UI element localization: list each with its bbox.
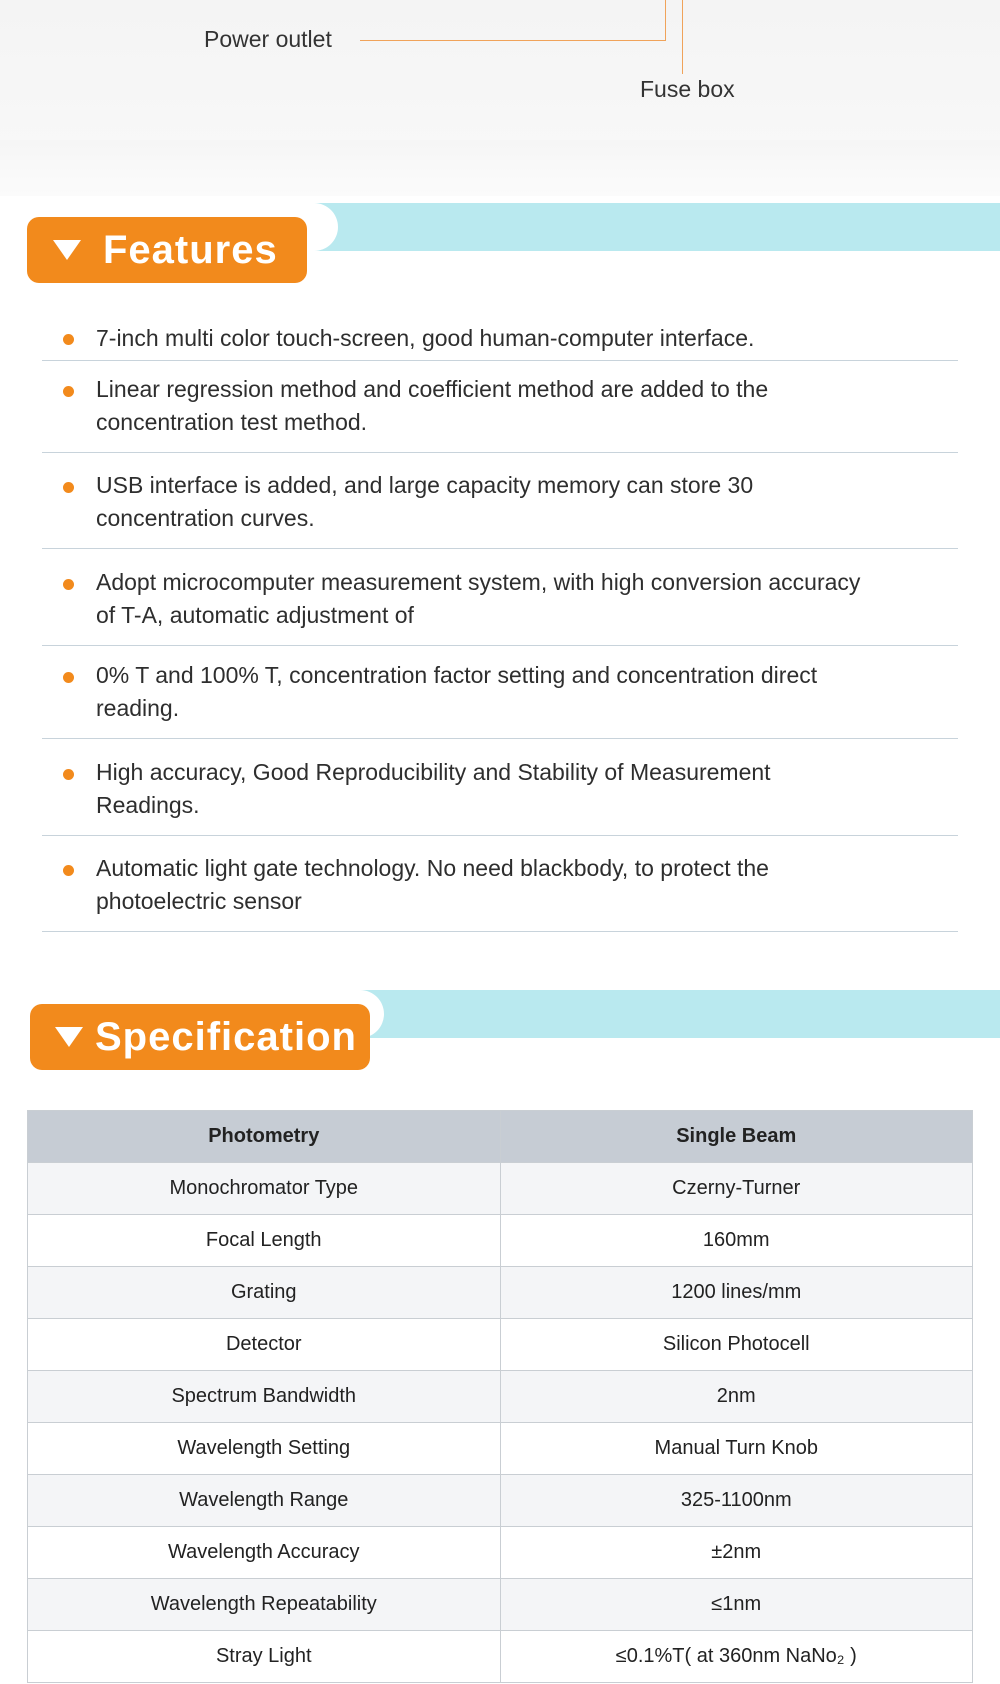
specification-title: Specification xyxy=(95,1014,357,1059)
features-title: Features xyxy=(103,227,278,272)
table-row xyxy=(28,1267,973,1319)
table-cell: Silicon Photocell xyxy=(500,1319,973,1371)
feature-text-line: USB interface is added, and large capacity memory can store 30 xyxy=(96,472,754,498)
feature-item xyxy=(42,361,958,453)
bullet-icon xyxy=(63,386,74,397)
table-row xyxy=(28,1423,973,1475)
table-row xyxy=(28,1579,973,1631)
table-cell: Wavelength Range xyxy=(28,1475,501,1527)
table-cell: 1200 lines/mm xyxy=(500,1267,973,1319)
bullet-icon xyxy=(63,672,74,683)
bullet-icon xyxy=(63,579,74,590)
table-cell: ≤0.1%T( at 360nm NaNo₂ ) xyxy=(500,1631,973,1683)
triangle-down-icon xyxy=(53,240,81,260)
table-cell: Grating xyxy=(28,1267,501,1319)
table-row xyxy=(28,1371,973,1423)
feature-text-line: Adopt microcomputer measurement system, with high conversion accuracy xyxy=(96,569,861,595)
table-cell: ±2nm xyxy=(500,1527,973,1579)
product-diagram-area xyxy=(0,0,1000,196)
table-header-row xyxy=(28,1111,973,1163)
table-cell: Wavelength Repeatability xyxy=(28,1579,501,1631)
table-cell: Manual Turn Knob xyxy=(500,1423,973,1475)
bullet-icon xyxy=(63,769,74,780)
fuse-box-label: Fuse box xyxy=(640,76,735,102)
table-cell: Wavelength Accuracy xyxy=(28,1527,501,1579)
power-outlet-leader-vertical xyxy=(665,0,666,41)
feature-text-line: 0% T and 100% T, concentration factor setting and concentration direct xyxy=(96,662,818,688)
table-row xyxy=(28,1319,973,1371)
diagram-fade xyxy=(0,140,1000,196)
triangle-down-icon xyxy=(55,1027,83,1047)
table-cell: Stray Light xyxy=(28,1631,501,1683)
features-heading xyxy=(27,217,307,283)
feature-text-line: concentration curves. xyxy=(96,505,315,531)
feature-item xyxy=(42,836,958,932)
table-row xyxy=(28,1631,973,1683)
features-list xyxy=(42,312,958,932)
feature-text-line: Automatic light gate technology. No need blackbody, to protect the xyxy=(96,855,769,881)
feature-text-line: High accuracy, Good Reproducibility and Stability of Measurement xyxy=(96,759,771,785)
feature-text-line: 7-inch multi color touch-screen, good human-computer interface. xyxy=(96,325,755,351)
feature-text-line: concentration test method. xyxy=(96,409,368,435)
specification-heading xyxy=(30,1004,370,1070)
feature-text-line: of T-A, automatic adjustment of xyxy=(96,602,414,628)
power-outlet-label: Power outlet xyxy=(204,26,332,52)
table-header-cell: Single Beam xyxy=(500,1111,973,1163)
bullet-icon xyxy=(63,865,74,876)
feature-text-line: Linear regression method and coefficient method are added to the xyxy=(96,376,769,402)
table-cell: ≤1nm xyxy=(500,1579,973,1631)
bullet-icon xyxy=(63,482,74,493)
table-cell: 2nm xyxy=(500,1371,973,1423)
feature-item xyxy=(42,549,958,646)
specification-table xyxy=(27,1110,973,1683)
table-cell: 160mm xyxy=(500,1215,973,1267)
fuse-box-leader-line xyxy=(682,0,683,74)
feature-item xyxy=(42,646,958,739)
table-row xyxy=(28,1527,973,1579)
feature-text-line: Readings. xyxy=(96,792,200,818)
table-cell: Spectrum Bandwidth xyxy=(28,1371,501,1423)
table-row xyxy=(28,1475,973,1527)
table-cell: Focal Length xyxy=(28,1215,501,1267)
feature-item xyxy=(42,312,958,361)
table-cell: Czerny-Turner xyxy=(500,1163,973,1215)
table-header-cell: Photometry xyxy=(28,1111,501,1163)
feature-text-line: photoelectric sensor xyxy=(96,888,302,914)
power-outlet-leader-line xyxy=(360,40,666,41)
bullet-icon xyxy=(63,334,74,345)
table-cell: Detector xyxy=(28,1319,501,1371)
table-cell: 325-1100nm xyxy=(500,1475,973,1527)
feature-item xyxy=(42,739,958,836)
table-row xyxy=(28,1163,973,1215)
table-cell: Wavelength Setting xyxy=(28,1423,501,1475)
feature-item xyxy=(42,453,958,549)
table-cell: Monochromator Type xyxy=(28,1163,501,1215)
table-row xyxy=(28,1215,973,1267)
feature-text-line: reading. xyxy=(96,695,180,721)
